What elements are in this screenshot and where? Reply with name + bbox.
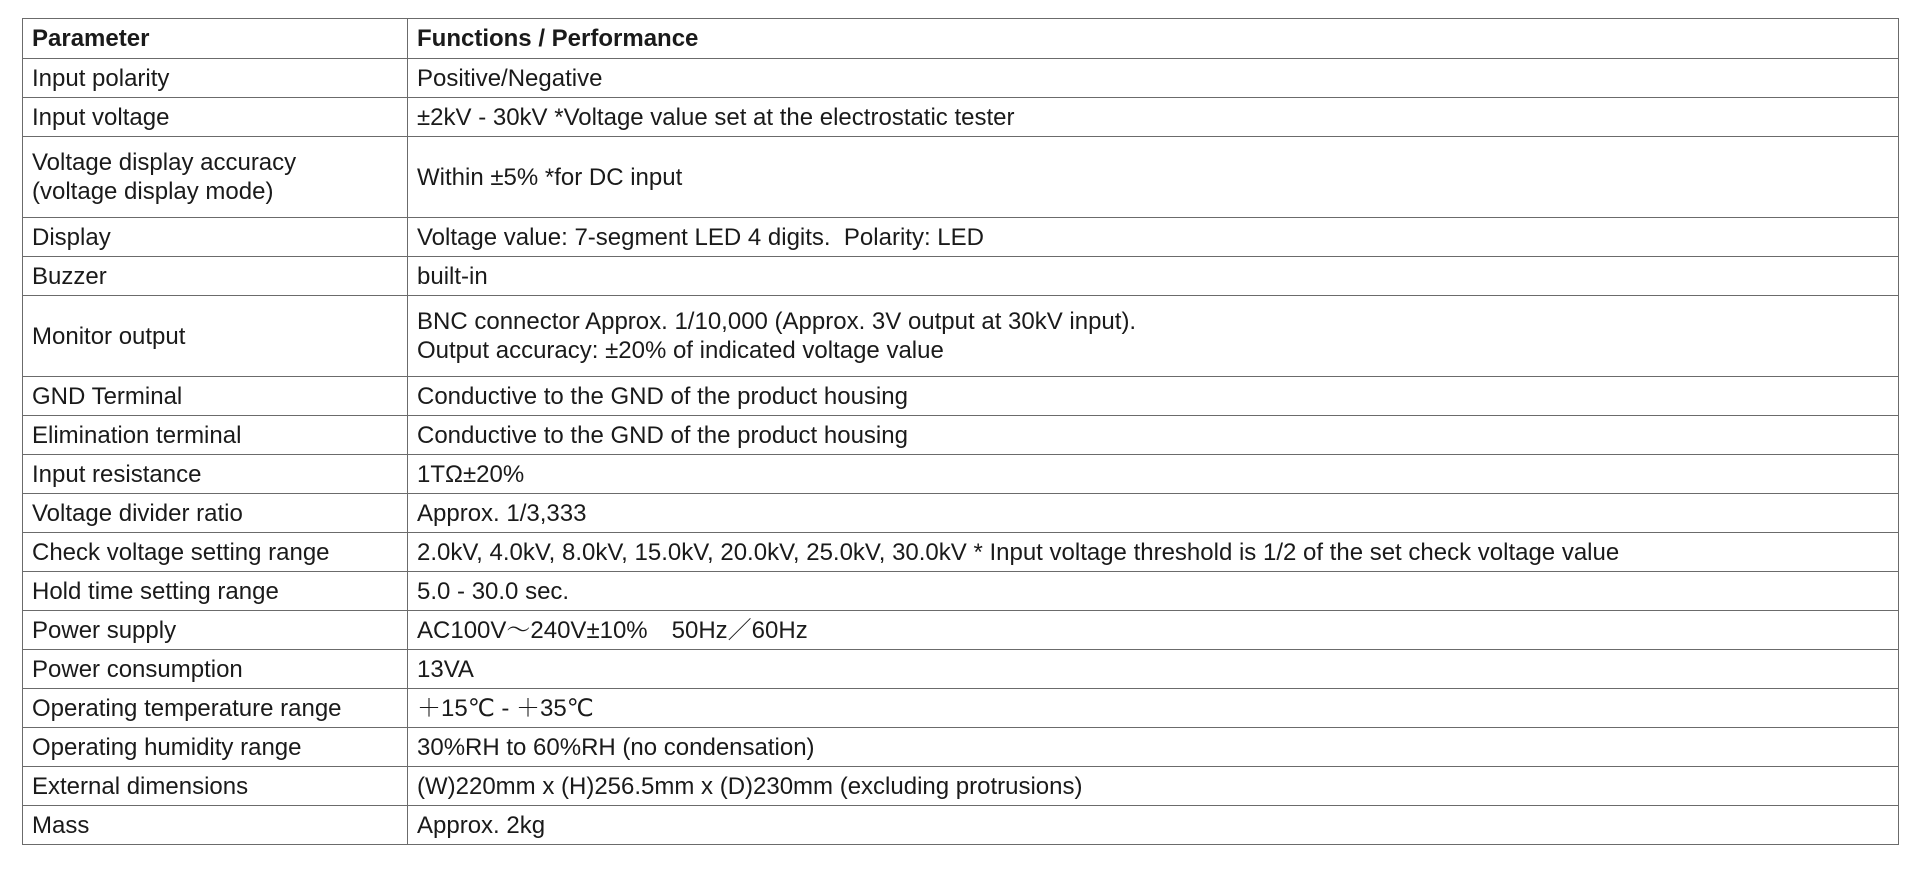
param-cell (23, 533, 408, 572)
param-cell (23, 611, 408, 650)
table-row (23, 806, 1899, 845)
param-text: Power supply (32, 616, 177, 644)
param-text: GND Terminal (32, 382, 183, 410)
param-text: Display (32, 223, 111, 251)
value-text: Conductive to the GND of the product housing (417, 382, 908, 410)
param-text: Input resistance (32, 460, 202, 488)
param-text: Operating humidity range (32, 733, 302, 761)
param-cell (23, 572, 408, 611)
param-text: Power consumption (32, 655, 243, 683)
param-text: Voltage display accuracy (32, 149, 297, 176)
table-row (23, 137, 1899, 218)
param-cell (23, 137, 408, 218)
value-text: 5.0 - 30.0 sec. (417, 577, 570, 605)
value-cell (408, 494, 1899, 533)
table-row (23, 767, 1899, 806)
param-text: Monitor output (32, 322, 186, 350)
table-row (23, 257, 1899, 296)
spec-table (22, 18, 1899, 845)
value-cell (408, 296, 1899, 377)
value-cell (408, 59, 1899, 98)
param-text: Input voltage (32, 103, 170, 131)
param-cell (23, 455, 408, 494)
value-text: Approx. 2kg (417, 811, 546, 839)
value-text: built-in (417, 262, 488, 290)
value-text: 1TΩ±20% (417, 460, 525, 488)
header-parameter: Parameter (23, 19, 408, 59)
param-cell (23, 728, 408, 767)
param-cell (23, 494, 408, 533)
value-text: 30%RH to 60%RH (no condensation) (417, 733, 815, 761)
param-text: Input polarity (32, 64, 170, 92)
value-cell (408, 137, 1899, 218)
param-text: Buzzer (32, 262, 107, 290)
value-text: Conductive to the GND of the product housing (417, 421, 908, 449)
table-row (23, 455, 1899, 494)
table-row (23, 728, 1899, 767)
table-row (23, 59, 1899, 98)
param-cell (23, 296, 408, 377)
value-cell (408, 257, 1899, 296)
param-cell (23, 377, 408, 416)
header-functions: Functions / Performance (408, 19, 1899, 59)
param-cell (23, 98, 408, 137)
header-row (23, 19, 1899, 59)
value-cell (408, 455, 1899, 494)
value-cell (408, 767, 1899, 806)
param-text: Operating temperature range (32, 694, 342, 722)
value-text: Voltage value: 7-segment LED 4 digits. Polarity: LED (417, 223, 984, 251)
value-cell (408, 218, 1899, 257)
value-text: BNC connector Approx. 1/10,000 (Approx. 3V output at 30kV input). (417, 308, 1137, 335)
table-row (23, 416, 1899, 455)
value-cell (408, 572, 1899, 611)
table-row (23, 533, 1899, 572)
value-text: 2.0kV, 4.0kV, 8.0kV, 15.0kV, 20.0kV, 25.0kV, 30.0kV * Input voltage threshold is 1/2 of the set check voltage value (417, 538, 1620, 566)
value-text: AC100V～240V±10% 50Hz／60Hz (417, 616, 808, 644)
value-cell (408, 416, 1899, 455)
param-cell (23, 257, 408, 296)
value-text: Positive/Negative (417, 64, 603, 92)
param-text: Check voltage setting range (32, 538, 330, 566)
table-row (23, 494, 1899, 533)
value-cell (408, 611, 1899, 650)
table-row (23, 377, 1899, 416)
value-cell (408, 377, 1899, 416)
param-cell (23, 59, 408, 98)
value-cell (408, 98, 1899, 137)
table-row (23, 572, 1899, 611)
param-cell (23, 650, 408, 689)
table-row (23, 611, 1899, 650)
param-cell (23, 218, 408, 257)
value-cell (408, 728, 1899, 767)
value-text: Approx. 1/3,333 (417, 499, 587, 527)
value-text: Within ±5% *for DC input (417, 163, 683, 191)
param-cell (23, 689, 408, 728)
table-row (23, 218, 1899, 257)
param-text: External dimensions (32, 772, 249, 800)
param-cell (23, 767, 408, 806)
value-text: ＋15℃ - ＋35℃ (417, 694, 594, 722)
param-cell (23, 416, 408, 455)
param-text: Elimination terminal (32, 421, 242, 449)
param-text: Hold time setting range (32, 577, 279, 605)
table-row (23, 650, 1899, 689)
param-text: Mass (32, 811, 90, 839)
value-text: (W)220mm x (H)256.5mm x (D)230mm (excluding protrusions) (417, 772, 1083, 800)
value-cell (408, 650, 1899, 689)
table-row (23, 98, 1899, 137)
value-text: Output accuracy: ±20% of indicated voltage value (417, 337, 944, 364)
value-text: 13VA (417, 655, 474, 683)
param-text: (voltage display mode) (32, 178, 274, 205)
param-cell (23, 806, 408, 845)
value-cell (408, 533, 1899, 572)
param-text: Voltage divider ratio (32, 499, 243, 527)
table-row (23, 296, 1899, 377)
value-cell (408, 689, 1899, 728)
value-cell (408, 806, 1899, 845)
value-text: ±2kV - 30kV *Voltage value set at the electrostatic tester (417, 103, 1015, 131)
table-row (23, 689, 1899, 728)
